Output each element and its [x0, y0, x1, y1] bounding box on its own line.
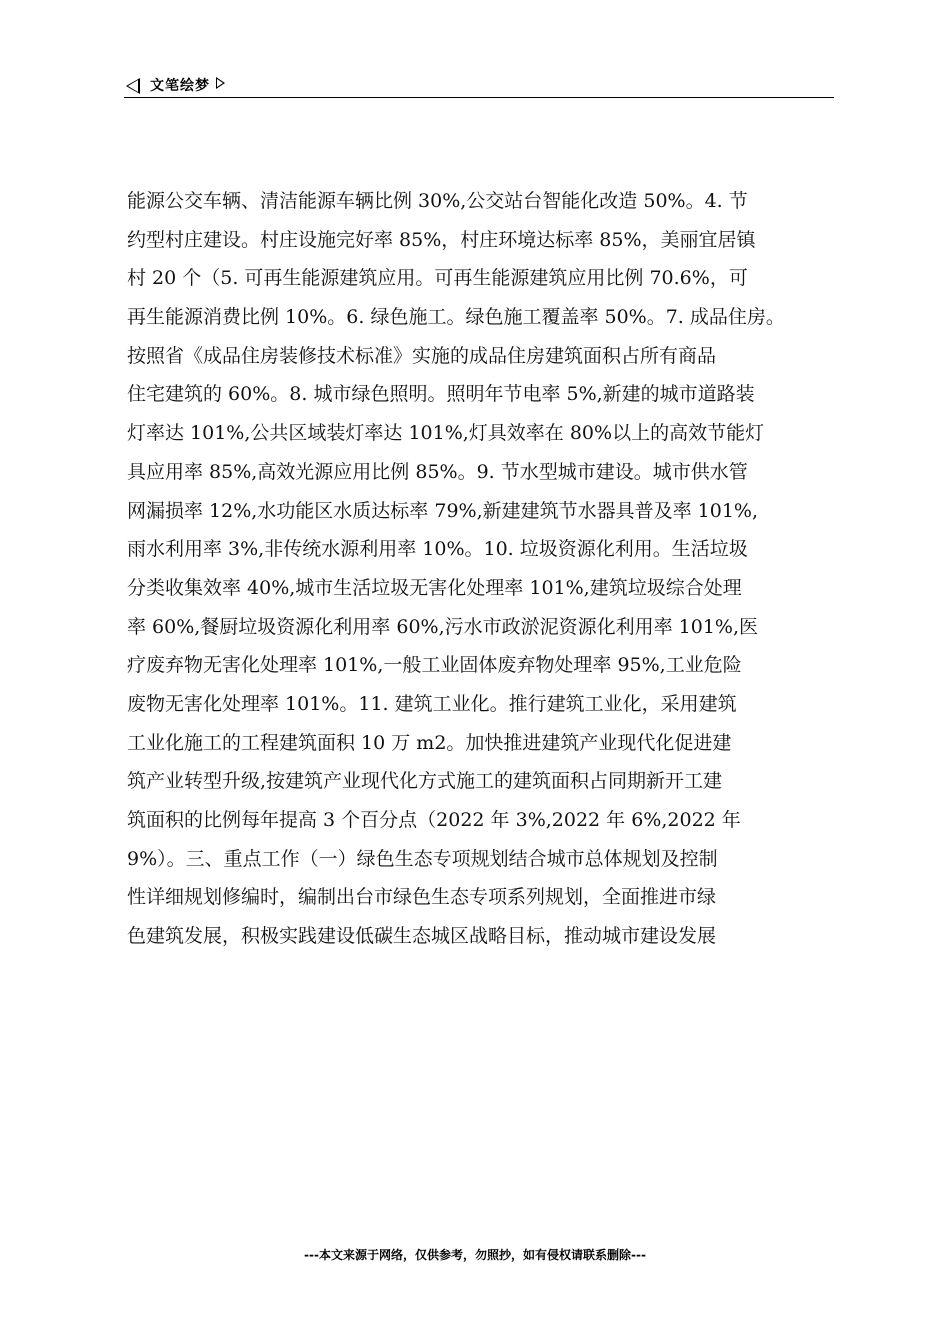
body-text [127, 182, 839, 956]
text-line: 网漏损率 12%,水功能区水质达标率 79%,新建建筑节水器具普及率 101%, [127, 499, 759, 522]
text-line: 筑面积的比例每年提高 3 个百分点（2022 年 3%,2022 年 6%,2022 年 [127, 809, 741, 831]
text-line: 再生能源消费比例 10%。6. 绿色施工。绿色施工覆盖率 50%。7. 成品住房。 [127, 306, 785, 329]
text-line: 分类收集效率 40%,城市生活垃圾无害化处理率 101%,建筑垃圾综合处理 [127, 576, 742, 599]
page-header [124, 74, 834, 98]
text-line: 工业化施工的工程建筑面积 10 万 m2。加快推进建筑产业现代化促进建 [127, 731, 732, 754]
text-line: 具应用率 85%,高效光源应用比例 85%。9. 节水型城市建设。城市供水管 [127, 460, 748, 483]
text-line: 能源公交车辆、清洁能源车辆比例 30%,公交站台智能化改造 50%。4. 节 [127, 190, 748, 212]
text-line: 9%）。三、重点工作（一）绿色生态专项规划结合城市总体规划及控制 [127, 847, 718, 870]
triangle-left-icon [126, 78, 140, 94]
text-line: 率 60%,餐厨垃圾资源化利用率 60%,污水市政淤泥资源化利用率 101%,医 [127, 615, 759, 638]
footer-disclaimer: ---本文来源于网络，仅供参考，勿照抄，如有侵权请联系删除--- [304, 1248, 646, 1262]
header-title: 文笔绘梦 [150, 78, 210, 94]
text-line: 性详细规划修编时，编制出台市绿色生态专项系列规划，全面推进市绿 [127, 886, 717, 909]
text-line: 筑产业转型升级,按建筑产业现代化方式施工的建筑面积占同期新开工建 [127, 770, 723, 793]
triangle-right-icon [216, 77, 225, 89]
text-line: 灯率达 101%,公共区域装灯率达 101%,灯具效率在 80%以上的高效节能灯 [127, 422, 765, 445]
text-line: 按照省《成品住房装修技术标准》实施的成品住房建筑面积占所有商品 [127, 344, 717, 367]
text-line: 雨水利用率 3%,非传统水源利用率 10%。10. 垃圾资源化利用。生活垃圾 [127, 538, 748, 561]
header-divider [124, 97, 834, 98]
text-line: 色建筑发展，积极实践建设低碳生态城区战略目标，推动城市建设发展 [127, 925, 717, 948]
text-line: 村 20 个（5. 可再生能源建筑应用。可再生能源建筑应用比例 70.6%，可 [127, 267, 748, 290]
text-line: 住宅建筑的 60%。8. 城市绿色照明。照明年节电率 5%,新建的城市道路装 [127, 383, 755, 406]
text-line: 疗废弃物无害化处理率 101%,一般工业固体废弃物处理率 95%,工业危险 [127, 654, 742, 677]
text-line: 废物无害化处理率 101%。11. 建筑工业化。推行建筑工业化，采用建筑 [127, 692, 737, 715]
text-line: 约型村庄建设。村庄设施完好率 85%，村庄环境达标率 85%，美丽宜居镇 [127, 228, 756, 251]
